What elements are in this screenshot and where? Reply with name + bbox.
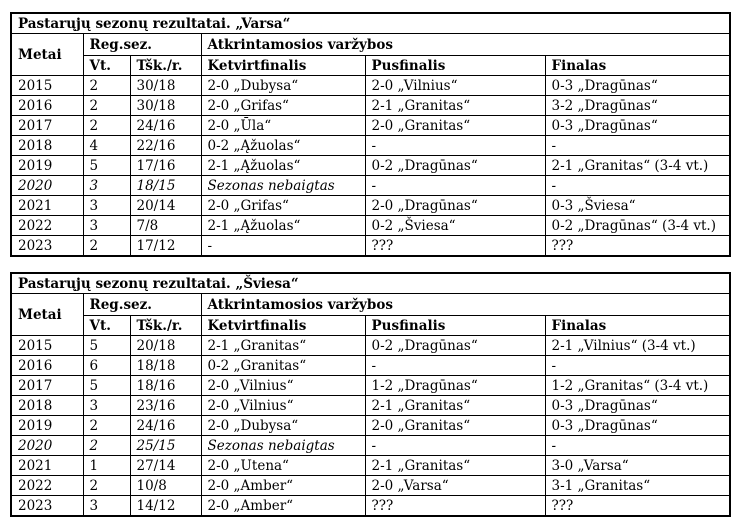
semifinal-result-cell: - xyxy=(365,356,545,376)
points-record-cell: 18/16 xyxy=(130,376,201,396)
place-cell: 3 xyxy=(83,496,130,517)
header-final: Finalas xyxy=(545,316,730,336)
season-row-2015 xyxy=(11,76,730,96)
final-result-cell: ??? xyxy=(545,496,730,517)
semifinal-result-cell: 2-1 „Granitas“ xyxy=(365,396,545,416)
final-result-cell: 3-0 „Varsa“ xyxy=(545,456,730,476)
season-row-2020 xyxy=(11,176,730,196)
header-tsk: Tšk./r. xyxy=(130,56,201,76)
header-row-groups xyxy=(11,34,730,56)
year-cell: 2019 xyxy=(11,156,83,176)
quarterfinal-result-cell: 0-2 „Granitas“ xyxy=(201,356,365,376)
final-result-cell: - xyxy=(545,356,730,376)
quarterfinal-result-cell: 2-0 „Dubysa“ xyxy=(201,76,365,96)
header-playoffs: Atkrintamosios varžybos xyxy=(201,294,730,316)
season-row-2021 xyxy=(11,196,730,216)
header-metai: Metai xyxy=(11,34,83,76)
year-cell: 2016 xyxy=(11,96,83,116)
place-cell: 2 xyxy=(83,476,130,496)
points-record-cell: 24/16 xyxy=(130,416,201,436)
header-row-columns xyxy=(11,316,730,336)
header-metai: Metai xyxy=(11,294,83,336)
points-record-cell: 25/15 xyxy=(130,436,201,456)
points-record-cell: 17/16 xyxy=(130,156,201,176)
points-record-cell: 30/18 xyxy=(130,76,201,96)
final-result-cell: ??? xyxy=(545,236,730,257)
header-quarterfinal: Ketvirtfinalis xyxy=(201,56,365,76)
final-result-cell: 0-3 „Šviesa“ xyxy=(545,196,730,216)
year-cell: 2018 xyxy=(11,396,83,416)
points-record-cell: 27/14 xyxy=(130,456,201,476)
header-vt: Vt. xyxy=(83,316,130,336)
semifinal-result-cell: 2-1 „Granitas“ xyxy=(365,456,545,476)
header-playoffs: Atkrintamosios varžybos xyxy=(201,34,730,56)
final-result-cell: 1-2 „Granitas“ (3-4 vt.) xyxy=(545,376,730,396)
season-row-2017 xyxy=(11,376,730,396)
header-final: Finalas xyxy=(545,56,730,76)
season-row-2017 xyxy=(11,116,730,136)
season-row-2018 xyxy=(11,396,730,416)
final-result-cell: - xyxy=(545,436,730,456)
header-vt: Vt. xyxy=(83,56,130,76)
points-record-cell: 23/16 xyxy=(130,396,201,416)
season-row-2019 xyxy=(11,416,730,436)
year-cell: 2022 xyxy=(11,216,83,236)
place-cell: 5 xyxy=(83,156,130,176)
place-cell: 2 xyxy=(83,116,130,136)
final-result-cell: 0-3 „Dragūnas“ xyxy=(545,116,730,136)
year-cell: 2017 xyxy=(11,376,83,396)
place-cell: 3 xyxy=(83,396,130,416)
season-row-2022 xyxy=(11,476,730,496)
semifinal-result-cell: 1-2 „Dragūnas“ xyxy=(365,376,545,396)
points-record-cell: 7/8 xyxy=(130,216,201,236)
final-result-cell: 2-1 „Granitas“ (3-4 vt.) xyxy=(545,156,730,176)
semifinal-result-cell: 0-2 „Šviesa“ xyxy=(365,216,545,236)
table-title-sviesa: Pastarųjų sezonų rezultatai. „Šviesa“ xyxy=(11,273,730,294)
final-result-cell: 0-3 „Dragūnas“ xyxy=(545,76,730,96)
points-record-cell: 24/16 xyxy=(130,116,201,136)
season-row-2020 xyxy=(11,436,730,456)
year-cell: 2015 xyxy=(11,76,83,96)
semifinal-result-cell: 0-2 „Dragūnas“ xyxy=(365,156,545,176)
semifinal-result-cell: 2-0 „Varsa“ xyxy=(365,476,545,496)
quarterfinal-result-cell: 2-0 „Grifas“ xyxy=(201,196,365,216)
points-record-cell: 14/12 xyxy=(130,496,201,517)
final-result-cell: 0-3 „Dragūnas“ xyxy=(545,396,730,416)
place-cell: 2 xyxy=(83,436,130,456)
quarterfinal-result-cell: 2-0 „Dubysa“ xyxy=(201,416,365,436)
title-row xyxy=(11,273,730,294)
quarterfinal-result-cell: 2-0 „Vilnius“ xyxy=(201,376,365,396)
header-row-columns xyxy=(11,56,730,76)
semifinal-result-cell: 2-0 „Granitas“ xyxy=(365,416,545,436)
header-regsez: Reg.sez. xyxy=(83,294,201,316)
quarterfinal-result-cell: 2-0 „Amber“ xyxy=(201,476,365,496)
varsa-table-body xyxy=(11,76,730,257)
quarterfinal-result-cell: 2-0 „Ūla“ xyxy=(201,116,365,136)
place-cell: 3 xyxy=(83,196,130,216)
year-cell: 2021 xyxy=(11,456,83,476)
quarterfinal-result-cell: 2-0 „Vilnius“ xyxy=(201,396,365,416)
semifinal-result-cell: 0-2 „Dragūnas“ xyxy=(365,336,545,356)
header-semifinal: Pusfinalis xyxy=(365,56,545,76)
place-cell: 5 xyxy=(83,376,130,396)
quarterfinal-result-cell: 2-1 „Ąžuolas“ xyxy=(201,216,365,236)
quarterfinal-result-cell: 0-2 „Ąžuolas“ xyxy=(201,136,365,156)
year-cell: 2018 xyxy=(11,136,83,156)
header-quarterfinal: Ketvirtfinalis xyxy=(201,316,365,336)
semifinal-result-cell: 2-1 „Granitas“ xyxy=(365,96,545,116)
place-cell: 3 xyxy=(83,176,130,196)
header-regsez: Reg.sez. xyxy=(83,34,201,56)
year-cell: 2023 xyxy=(11,496,83,517)
final-result-cell: - xyxy=(545,176,730,196)
quarterfinal-result-cell: 2-0 „Amber“ xyxy=(201,496,365,517)
semifinal-result-cell: 2-0 „Granitas“ xyxy=(365,116,545,136)
year-cell: 2022 xyxy=(11,476,83,496)
year-cell: 2017 xyxy=(11,116,83,136)
quarterfinal-result-cell: 2-1 „Granitas“ xyxy=(201,336,365,356)
final-result-cell: 3-2 „Dragūnas“ xyxy=(545,96,730,116)
quarterfinal-result-cell: Sezonas nebaigtas xyxy=(201,436,365,456)
title-row xyxy=(11,13,730,34)
quarterfinal-result-cell: 2-0 „Utena“ xyxy=(201,456,365,476)
place-cell: 5 xyxy=(83,336,130,356)
points-record-cell: 10/8 xyxy=(130,476,201,496)
quarterfinal-result-cell: 2-1 „Ąžuolas“ xyxy=(201,156,365,176)
results-table-varsa xyxy=(10,12,731,257)
semifinal-result-cell: ??? xyxy=(365,496,545,517)
sviesa-table-body xyxy=(11,336,730,517)
semifinal-result-cell: ??? xyxy=(365,236,545,257)
points-record-cell: 20/14 xyxy=(130,196,201,216)
points-record-cell: 22/16 xyxy=(130,136,201,156)
final-result-cell: 0-2 „Dragūnas“ (3-4 vt.) xyxy=(545,216,730,236)
header-row-groups xyxy=(11,294,730,316)
year-cell: 2015 xyxy=(11,336,83,356)
final-result-cell: 0-3 „Dragūnas“ xyxy=(545,416,730,436)
semifinal-result-cell: - xyxy=(365,436,545,456)
year-cell: 2020 xyxy=(11,176,83,196)
year-cell: 2016 xyxy=(11,356,83,376)
header-semifinal: Pusfinalis xyxy=(365,316,545,336)
final-result-cell: 3-1 „Granitas“ xyxy=(545,476,730,496)
final-result-cell: - xyxy=(545,136,730,156)
year-cell: 2021 xyxy=(11,196,83,216)
semifinal-result-cell: 2-0 „Dragūnas“ xyxy=(365,196,545,216)
season-row-2019 xyxy=(11,156,730,176)
points-record-cell: 20/18 xyxy=(130,336,201,356)
season-row-2021 xyxy=(11,456,730,476)
season-row-2016 xyxy=(11,96,730,116)
place-cell: 2 xyxy=(83,76,130,96)
results-table-sviesa xyxy=(10,272,731,517)
points-record-cell: 30/18 xyxy=(130,96,201,116)
semifinal-result-cell: - xyxy=(365,136,545,156)
quarterfinal-result-cell: Sezonas nebaigtas xyxy=(201,176,365,196)
place-cell: 6 xyxy=(83,356,130,376)
place-cell: 2 xyxy=(83,96,130,116)
header-tsk: Tšk./r. xyxy=(130,316,201,336)
place-cell: 2 xyxy=(83,236,130,257)
quarterfinal-result-cell: - xyxy=(201,236,365,257)
table-title-varsa: Pastarųjų sezonų rezultatai. „Varsa“ xyxy=(11,13,730,34)
place-cell: 1 xyxy=(83,456,130,476)
semifinal-result-cell: - xyxy=(365,176,545,196)
semifinal-result-cell: 2-0 „Vilnius“ xyxy=(365,76,545,96)
place-cell: 4 xyxy=(83,136,130,156)
place-cell: 3 xyxy=(83,216,130,236)
points-record-cell: 18/15 xyxy=(130,176,201,196)
points-record-cell: 18/18 xyxy=(130,356,201,376)
season-row-2023 xyxy=(11,236,730,257)
season-row-2018 xyxy=(11,136,730,156)
season-row-2022 xyxy=(11,216,730,236)
season-row-2016 xyxy=(11,356,730,376)
year-cell: 2019 xyxy=(11,416,83,436)
year-cell: 2023 xyxy=(11,236,83,257)
final-result-cell: 2-1 „Vilnius“ (3-4 vt.) xyxy=(545,336,730,356)
season-row-2015 xyxy=(11,336,730,356)
year-cell: 2020 xyxy=(11,436,83,456)
quarterfinal-result-cell: 2-0 „Grifas“ xyxy=(201,96,365,116)
place-cell: 2 xyxy=(83,416,130,436)
points-record-cell: 17/12 xyxy=(130,236,201,257)
